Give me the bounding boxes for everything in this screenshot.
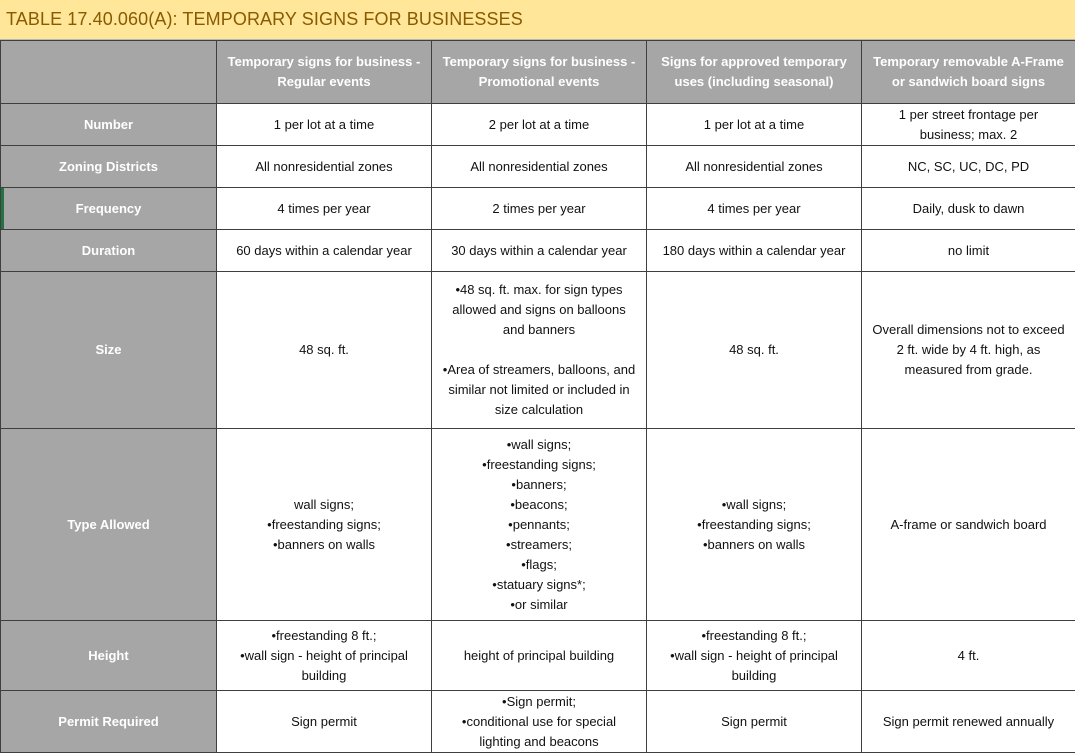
cell-text-line: 4 times per year xyxy=(649,199,859,219)
cell-text-line: uses (including seasonal) xyxy=(649,72,859,92)
cell-text-line: All nonresidential zones xyxy=(434,157,644,177)
table-cell[interactable] xyxy=(217,188,432,230)
table-cell[interactable] xyxy=(217,146,432,188)
cell-text-line: All nonresidential zones xyxy=(219,157,429,177)
table-cell[interactable] xyxy=(862,230,1075,272)
cell-text-line: •wall signs; xyxy=(434,435,644,455)
column-header-regular-events[interactable] xyxy=(217,41,432,104)
cell-text-line: or sandwich board signs xyxy=(864,72,1073,92)
table-cell[interactable] xyxy=(862,621,1075,691)
row-header-number[interactable]: Number xyxy=(1,104,217,146)
cell-text-line: wall signs; xyxy=(219,495,429,515)
cell-text-line: •freestanding 8 ft.; xyxy=(649,626,859,646)
cell-text-line: Sign permit renewed annually xyxy=(864,712,1073,732)
cell-text-line: •or similar xyxy=(434,595,644,615)
title-cell[interactable] xyxy=(0,0,1075,40)
cell-text-line: •banners on walls xyxy=(219,535,429,555)
cell-text-line: •conditional use for special xyxy=(434,712,644,732)
cell-text-line: 48 sq. ft. xyxy=(649,340,859,360)
cell-text-line: A-frame or sandwich board xyxy=(864,515,1073,535)
cell-text-line: similar not limited or included in xyxy=(434,380,644,400)
table-cell[interactable] xyxy=(862,272,1075,429)
table-cell[interactable] xyxy=(647,146,862,188)
table-row-type-allowed xyxy=(1,429,1075,621)
cell-text-line: 1 per lot at a time xyxy=(649,115,859,135)
table-cell[interactable] xyxy=(647,188,862,230)
header-row xyxy=(1,41,1075,104)
table-row-frequency xyxy=(1,188,1075,230)
cell-text-line: no limit xyxy=(864,241,1073,261)
cell-text-line: 4 times per year xyxy=(219,199,429,219)
table-row-size xyxy=(1,272,1075,429)
cell-text-line: Overall dimensions not to exceed xyxy=(864,320,1073,340)
row-header-zoning-districts[interactable]: Zoning Districts xyxy=(1,146,217,188)
cell-text-line: 2 ft. wide by 4 ft. high, as xyxy=(864,340,1073,360)
table-cell[interactable] xyxy=(432,188,647,230)
cell-text-line: •48 sq. ft. max. for sign types xyxy=(434,280,644,300)
cell-text-line: Regular events xyxy=(219,72,429,92)
cell-text-line: 30 days within a calendar year xyxy=(434,241,644,261)
cell-text-line: height of principal building xyxy=(434,646,644,666)
row-header-permit-required[interactable]: Permit Required xyxy=(1,691,217,753)
table-cell[interactable] xyxy=(217,272,432,429)
table-cell[interactable] xyxy=(432,272,647,429)
cell-text-line: •banners on walls xyxy=(649,535,859,555)
cell-text-line: 1 per lot at a time xyxy=(219,115,429,135)
cell-text-line: •freestanding signs; xyxy=(649,515,859,535)
cell-text-line: Daily, dusk to dawn xyxy=(864,199,1073,219)
column-header-promotional-events[interactable] xyxy=(432,41,647,104)
cell-text-line: •freestanding signs; xyxy=(219,515,429,535)
cell-text-line: Temporary signs for business - xyxy=(434,52,644,72)
cell-text-line: Sign permit xyxy=(219,712,429,732)
table-cell[interactable] xyxy=(432,104,647,146)
table-title: TABLE 17.40.060(A): TEMPORARY SIGNS FOR BUSINESSES xyxy=(6,9,523,30)
cell-text-line: •streamers; xyxy=(434,535,644,555)
table-cell[interactable] xyxy=(647,104,862,146)
cell-text-line: business; max. 2 xyxy=(864,125,1073,145)
table-row-permit-required xyxy=(1,691,1075,753)
cell-text-line: •freestanding signs; xyxy=(434,455,644,475)
cell-text-line: •pennants; xyxy=(434,515,644,535)
cell-text-line: measured from grade. xyxy=(864,360,1073,380)
table-cell[interactable] xyxy=(432,146,647,188)
cell-text-line: Promotional events xyxy=(434,72,644,92)
table-cell[interactable] xyxy=(432,691,647,753)
table-cell[interactable] xyxy=(862,104,1075,146)
cell-text-line: Temporary signs for business - xyxy=(219,52,429,72)
cell-text-line: •flags; xyxy=(434,555,644,575)
table-row-duration xyxy=(1,230,1075,272)
cell-text-line: size calculation xyxy=(434,400,644,420)
cell-text-line: and banners xyxy=(434,320,644,340)
cell-text-line: building xyxy=(649,666,859,686)
row-header-size[interactable]: Size xyxy=(1,272,217,429)
row-header-duration[interactable]: Duration xyxy=(1,230,217,272)
cell-text-line: 48 sq. ft. xyxy=(219,340,429,360)
table-cell[interactable] xyxy=(217,691,432,753)
cell-text-line: 60 days within a calendar year xyxy=(219,241,429,261)
column-header-a-frame-signs[interactable] xyxy=(862,41,1075,104)
table-cell[interactable] xyxy=(432,621,647,691)
table-cell[interactable] xyxy=(647,691,862,753)
table-row-height xyxy=(1,621,1075,691)
row-header-type-allowed[interactable]: Type Allowed xyxy=(1,429,217,621)
table-cell[interactable] xyxy=(217,429,432,621)
table-cell[interactable] xyxy=(217,104,432,146)
cell-text-line: 2 times per year xyxy=(434,199,644,219)
table-cell[interactable] xyxy=(432,429,647,621)
column-header-approved-temporary-uses[interactable] xyxy=(647,41,862,104)
cell-text-line: 1 per street frontage per xyxy=(864,105,1073,125)
cell-text-line: •beacons; xyxy=(434,495,644,515)
cell-text-line: All nonresidential zones xyxy=(649,157,859,177)
cell-text-line: •Area of streamers, balloons, and xyxy=(434,360,644,380)
row-header-height[interactable]: Height xyxy=(1,621,217,691)
cell-text-line: 2 per lot at a time xyxy=(434,115,644,135)
table-cell[interactable] xyxy=(217,230,432,272)
table-cell[interactable] xyxy=(862,429,1075,621)
cell-text-line: building xyxy=(219,666,429,686)
cell-text-line: Temporary removable A-Frame xyxy=(864,52,1073,72)
corner-cell[interactable] xyxy=(1,41,217,104)
table-cell[interactable] xyxy=(647,272,862,429)
cell-text-line: 4 ft. xyxy=(864,646,1073,666)
cell-text-line: Signs for approved temporary xyxy=(649,52,859,72)
table-cell[interactable] xyxy=(432,230,647,272)
cell-text-line: allowed and signs on balloons xyxy=(434,300,644,320)
cell-text-line: •banners; xyxy=(434,475,644,495)
cell-text-line: NC, SC, UC, DC, PD xyxy=(864,157,1073,177)
table-cell[interactable] xyxy=(862,146,1075,188)
cell-text-line: •wall sign - height of principal xyxy=(219,646,429,666)
cell-text-line: •Sign permit; xyxy=(434,692,644,712)
cell-text-line: •statuary signs*; xyxy=(434,575,644,595)
table-row-zoning-districts xyxy=(1,146,1075,188)
cell-text-line: •freestanding 8 ft.; xyxy=(219,626,429,646)
cell-text-line: 180 days within a calendar year xyxy=(649,241,859,261)
cell-text-line: Sign permit xyxy=(649,712,859,732)
cell-text-line: lighting and beacons xyxy=(434,732,644,752)
table-cell[interactable] xyxy=(862,188,1075,230)
cell-text-line: •wall sign - height of principal xyxy=(649,646,859,666)
table-cell[interactable] xyxy=(217,621,432,691)
table-cell[interactable] xyxy=(647,230,862,272)
table-cell[interactable] xyxy=(647,621,862,691)
cell-text-line: •wall signs; xyxy=(649,495,859,515)
table-cell[interactable] xyxy=(862,691,1075,753)
signs-table xyxy=(0,40,1075,753)
table-cell[interactable] xyxy=(647,429,862,621)
table-row-number xyxy=(1,104,1075,146)
cell-text-line xyxy=(434,340,644,360)
row-header-frequency[interactable]: Frequency xyxy=(1,188,217,230)
